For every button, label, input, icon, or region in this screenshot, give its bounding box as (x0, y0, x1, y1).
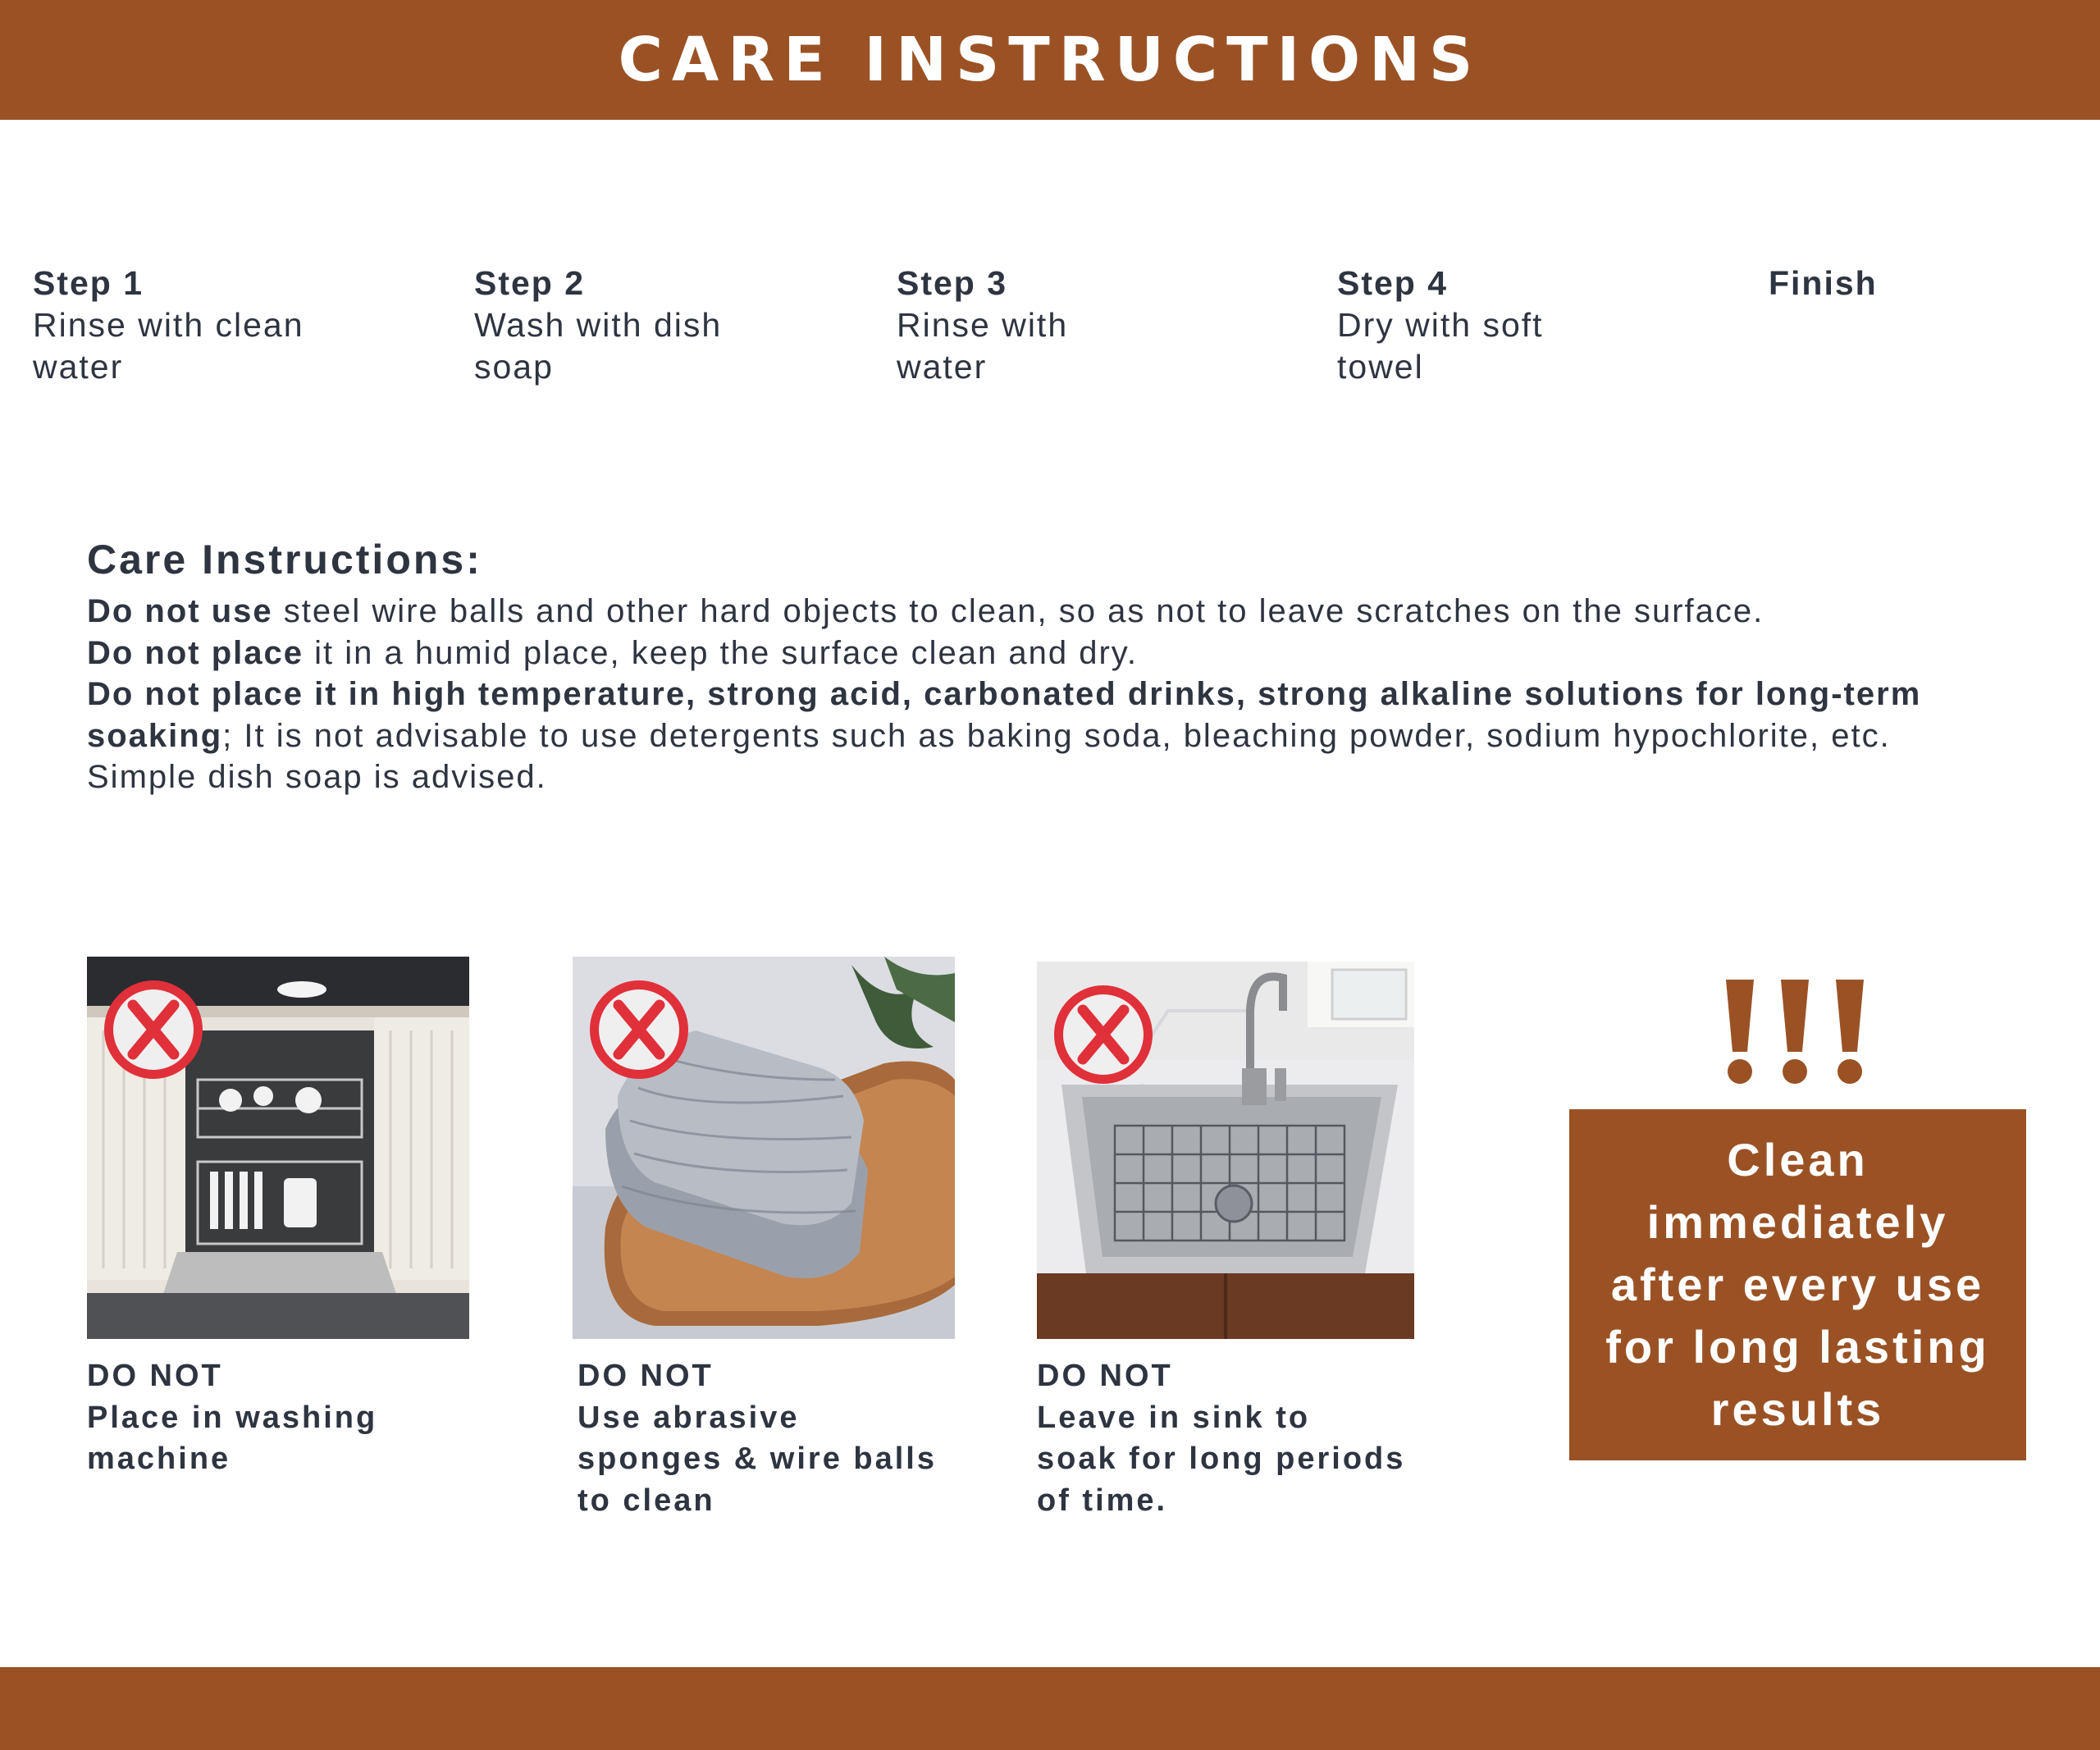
step-text: Wash with dish soap (474, 306, 723, 386)
step-3 (897, 263, 1274, 388)
step-text: Rinse with water (897, 306, 1069, 386)
care-line-2: Do not place it in a humid place, keep the surface clean and dry. (87, 634, 1138, 671)
header-bar (0, 0, 2100, 120)
care-instructions (87, 533, 2023, 798)
step-label: Step 2 (474, 264, 586, 302)
dont-caption-3 (1037, 1355, 1405, 1521)
prohibited-icon (1050, 981, 1157, 1088)
cleaning-note (1569, 1109, 2026, 1460)
dont-text: machine (87, 1442, 231, 1476)
sponges-image (573, 957, 955, 1339)
dont-text: Place in washing (87, 1400, 378, 1435)
dont-text: soak for long periods (1037, 1442, 1406, 1476)
dont-label: DO NOT (87, 1359, 223, 1393)
exclamation-icon (1723, 976, 1870, 1086)
care-line-1: Do not use steel wire balls and other hard objects to clean, so as not to leave scratches on the surface. (87, 593, 1764, 629)
step-1 (33, 263, 410, 388)
step-2 (474, 263, 851, 388)
step-text: Dry with soft towel (1337, 306, 1544, 386)
step-text: Rinse with clean water (33, 306, 304, 386)
dont-text: sponges & wire balls (578, 1442, 937, 1476)
prohibited-icon (586, 976, 692, 1083)
page-title: CARE INSTRUCTIONS (618, 25, 1482, 95)
dont-text: Use abrasive (578, 1400, 800, 1435)
dont-label: DO NOT (578, 1359, 714, 1393)
step-finish (1769, 263, 2100, 304)
dishwasher-image (87, 957, 469, 1339)
dont-caption-2 (578, 1355, 937, 1521)
dont-label: DO NOT (1037, 1359, 1173, 1393)
footer-bar (0, 1667, 2100, 1750)
dont-text: Leave in sink to (1037, 1400, 1311, 1435)
care-heading: Care Instructions: (87, 537, 482, 583)
dont-caption-1 (87, 1355, 377, 1480)
dont-text: of time. (1037, 1483, 1168, 1518)
cleaning-note-text: Clean immediately after every use for long lasting results (1605, 1134, 1990, 1435)
dont-text: to clean (578, 1483, 715, 1518)
sink-image (1037, 962, 1414, 1339)
care-line-3: Do not place it in high temperature, strong acid, carbonated drinks, strong alkaline solutions for long-term soaking; It is not advisable to use detergents such as baking soda, bleaching powder, sodium hypochlorite, etc. Simple dish soap is advised. (87, 676, 1922, 795)
step-label: Finish (1769, 264, 1878, 302)
step-label: Step 1 (33, 264, 144, 302)
prohibited-icon (100, 976, 207, 1083)
step-label: Step 3 (897, 264, 1008, 302)
step-4 (1337, 263, 1714, 388)
step-label: Step 4 (1337, 264, 1449, 302)
